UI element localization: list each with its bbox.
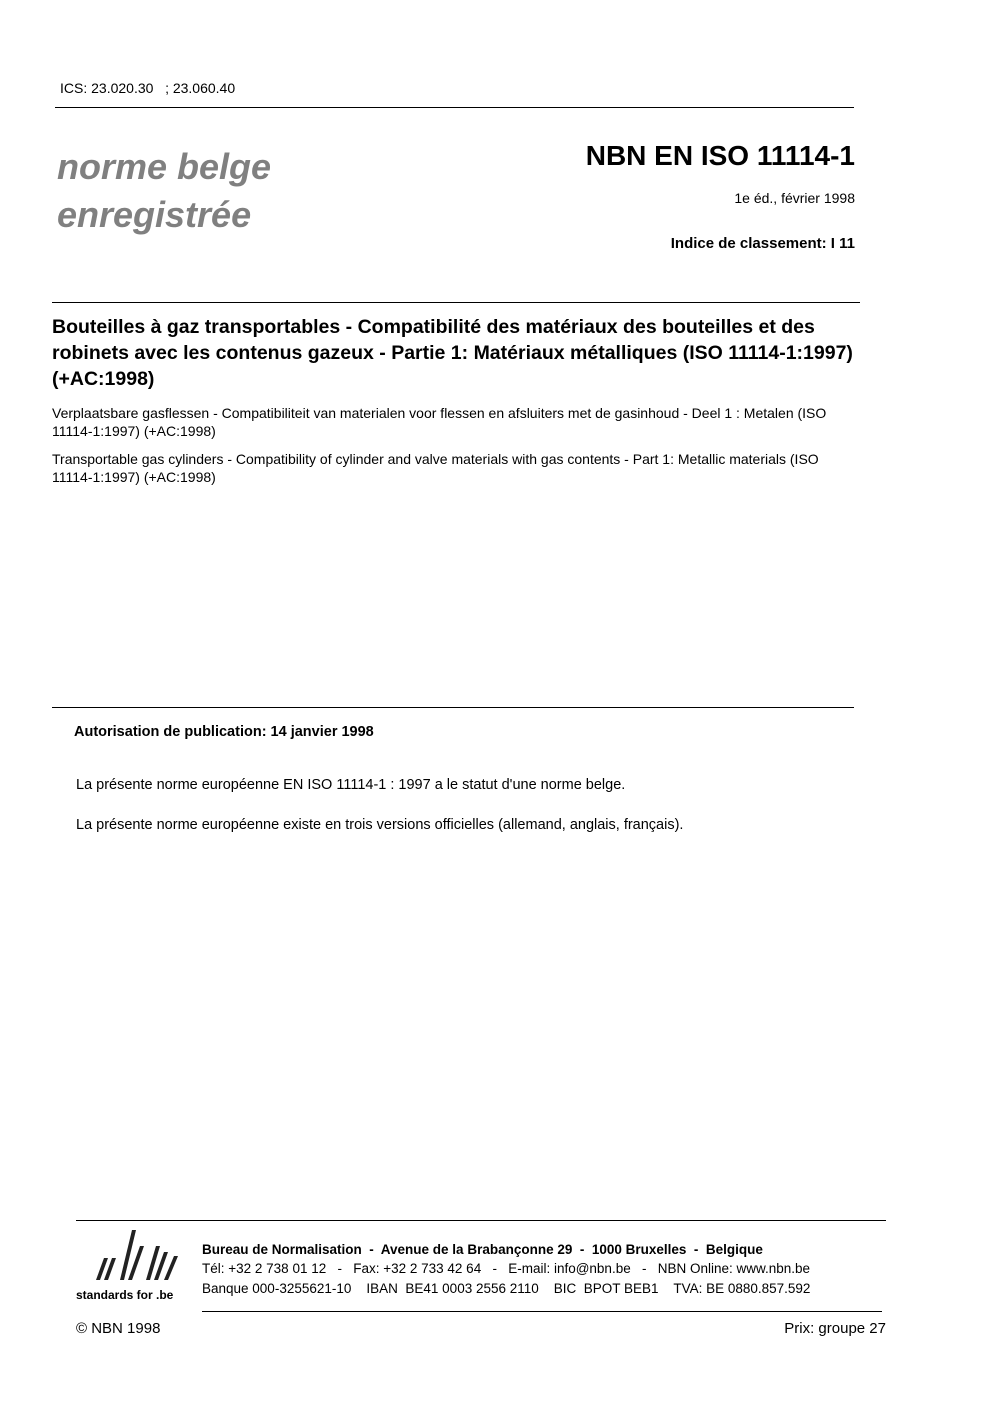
bank-details: Banque 000-3255621-10 IBAN BE41 0003 2556 2110 BIC BPOT BEB1 TVA: BE 0880.857.592 xyxy=(202,1281,811,1296)
price-group: Prix: groupe 27 xyxy=(784,1320,886,1337)
status-paragraph: La présente norme européenne EN ISO 11114-1 : 1997 a le statut d'une norme belge. xyxy=(76,777,626,793)
edition-date: 1e éd., février 1998 xyxy=(734,190,855,206)
contact-info: Tél: +32 2 738 01 12 - Fax: +32 2 733 42 64 - E-mail: info@nbn.be - NBN Online: www.nbn.be xyxy=(202,1261,811,1276)
standard-number: NBN EN ISO 11114-1 xyxy=(585,140,855,171)
brand-line-1: norme belge xyxy=(57,146,272,187)
publication-authorization: Autorisation de publication: 14 janvier 1998 xyxy=(74,724,374,740)
title-dutch: Verplaatsbare gasflessen - Compatibiliteit van materialen voor flessen en afsluiters met de gasinhoud - Deel 1 : Metalen (ISO 11114-1:1997) (+AC:1998) xyxy=(52,405,827,439)
classification-index: Indice de classement: I 11 xyxy=(670,235,855,252)
brand-line-2: enregistrée xyxy=(57,194,252,235)
body-divider xyxy=(52,707,854,708)
organization-address: Bureau de Normalisation - Avenue de la Brabançonne 29 - 1000 Bruxelles - Belgique xyxy=(202,1242,763,1257)
ics-codes: ICS: 23.020.30 ; 23.060.40 xyxy=(60,80,236,96)
footer-bottom-divider xyxy=(202,1311,882,1312)
brand-title xyxy=(57,143,271,239)
title-french: Bouteilles à gaz transportables - Compatibilité des matériaux des bouteilles et des robinets avec les contenus gazeux - Partie 1: Matériaux métalliques (ISO 11114-1:1997) (+AC:1998) xyxy=(52,316,853,390)
logo-tagline: standards for .be xyxy=(76,1288,174,1302)
versions-paragraph: La présente norme européenne existe en trois versions officielles (allemand, anglais, français). xyxy=(76,817,684,833)
footer-top-divider xyxy=(76,1220,886,1221)
title-english: Transportable gas cylinders - Compatibility of cylinder and valve materials with gas contents - Part 1: Metallic materials (ISO 11114-1:1997) (+AC:1998) xyxy=(52,451,819,485)
header-divider xyxy=(55,107,854,108)
title-divider xyxy=(52,302,860,303)
copyright: © NBN 1998 xyxy=(76,1320,161,1337)
